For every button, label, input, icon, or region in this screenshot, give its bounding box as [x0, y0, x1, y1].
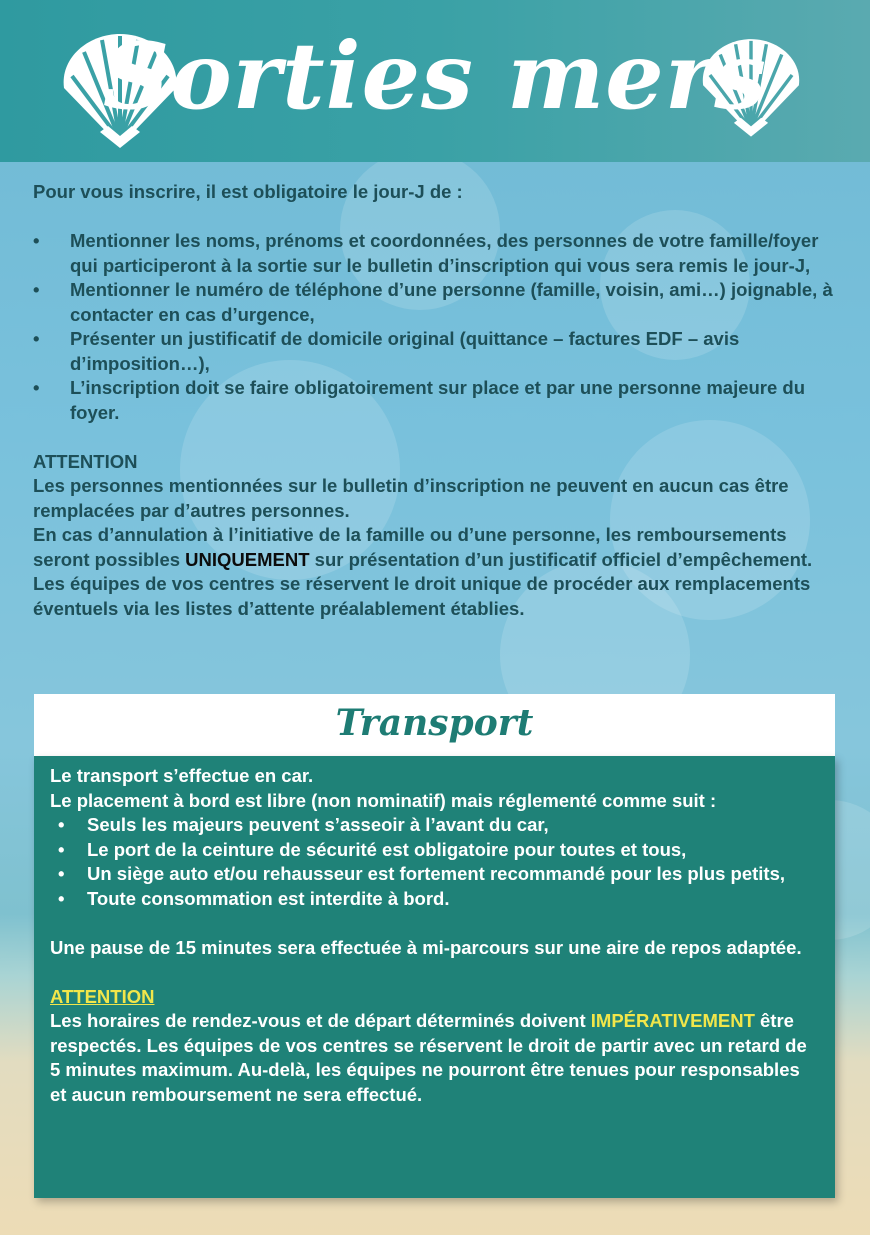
bullet-dot: •	[58, 863, 65, 884]
emphasis-text: IMPÉRATIVEMENT	[590, 1010, 755, 1031]
list-item	[33, 229, 841, 278]
list-item	[33, 376, 841, 425]
list-item-text: Mentionner les noms, prénoms et coordonnées, des personnes de votre famille/foyer qui participeront à la sortie sur le bulletin d’inscription qui vous sera remis le jour-J,	[70, 230, 819, 276]
registration-lead: Pour vous inscrire, il est obligatoire le jour-J de :	[33, 181, 463, 202]
bullet-dot: •	[58, 887, 65, 909]
spacer	[33, 425, 841, 450]
list-item	[50, 862, 820, 887]
list-item-text: Toute consommation est interdite à bord.	[87, 887, 450, 909]
page-title: Sorties mers	[102, 22, 768, 130]
attention-text: sur présentation d’un justificatif officiel d’empêchement.	[309, 548, 813, 570]
list-item-text: L’inscription doit se faire obligatoirement sur place et par une personne majeure du foyer.	[70, 377, 806, 423]
list-item	[33, 327, 841, 376]
registration-list	[33, 229, 841, 425]
transport-header	[34, 694, 835, 756]
list-item	[50, 838, 820, 863]
list-item-text: Présenter un justificatif de domicile original (quittance – factures EDF – avis d’imposition…),	[70, 328, 740, 374]
list-item-text: Seuls les majeurs peuvent s’asseoir à l’avant du car,	[87, 814, 549, 835]
transport-title: Transport	[335, 702, 534, 744]
list-item-text: Un siège auto et/ou rehausseur est fortement recommandé pour les plus petits,	[87, 863, 786, 884]
bullet-dot: •	[58, 838, 65, 860]
list-item	[33, 278, 841, 327]
spacer	[50, 911, 820, 936]
pause-text: Une pause de 15 minutes sera effectuée à mi-parcours sur une aire de repos adaptée.	[50, 936, 802, 958]
attention-paragraph: Les personnes mentionnées sur le bulletin d’inscription ne peuvent en aucun cas être remplacées par d’autres personnes.	[33, 475, 789, 521]
transport-panel	[34, 756, 835, 1198]
attention-text: Les horaires de rendez-vous et de départ déterminés doivent	[50, 1010, 591, 1031]
transport-attention-heading: ATTENTION	[50, 985, 155, 1007]
list-item-text: Mentionner le numéro de téléphone d’une personne (famille, voisin, ami…) joignable, à contacter en cas d’urgence,	[70, 279, 833, 325]
list-item	[50, 813, 820, 838]
registration-section	[33, 180, 841, 621]
attention-heading: ATTENTION	[33, 450, 138, 472]
emphasis-text: UNIQUEMENT	[185, 548, 310, 570]
list-item	[50, 887, 820, 912]
transport-line: Le placement à bord est libre (non nominatif) mais réglementé comme suit :	[50, 789, 717, 811]
spacer	[50, 960, 820, 985]
attention-text: être respectés. Les équipes de vos centres se réservent le droit de partir avec un retard de 5 minutes maximum. Au-delà, les équipes ne pourront être tenues pour responsables et aucun remboursement ne sera effectué.	[50, 1010, 807, 1105]
bullet-dot: •	[33, 230, 40, 251]
transport-content	[50, 764, 820, 1107]
transport-attention-paragraph	[50, 1009, 820, 1107]
attention-paragraph	[33, 523, 841, 572]
attention-paragraph: Les équipes de vos centres se réservent le droit unique de procéder aux remplacements éventuels via les listes d’attente préalablement établies.	[33, 573, 811, 619]
transport-line: Le transport s’effectue en car.	[50, 765, 314, 786]
bullet-dot: •	[33, 377, 40, 398]
transport-rules-list	[50, 813, 820, 911]
bullet-dot: •	[58, 814, 65, 835]
attention-text: En cas d’annulation à l’initiative de la famille ou d’une personne, les remboursements seront possibles	[33, 524, 787, 570]
header-banner	[0, 0, 870, 162]
bullet-dot: •	[33, 279, 40, 300]
bullet-dot: •	[33, 328, 40, 349]
list-item-text: Le port de la ceinture de sécurité est obligatoire pour toutes et tous,	[87, 838, 687, 860]
spacer	[33, 205, 841, 230]
